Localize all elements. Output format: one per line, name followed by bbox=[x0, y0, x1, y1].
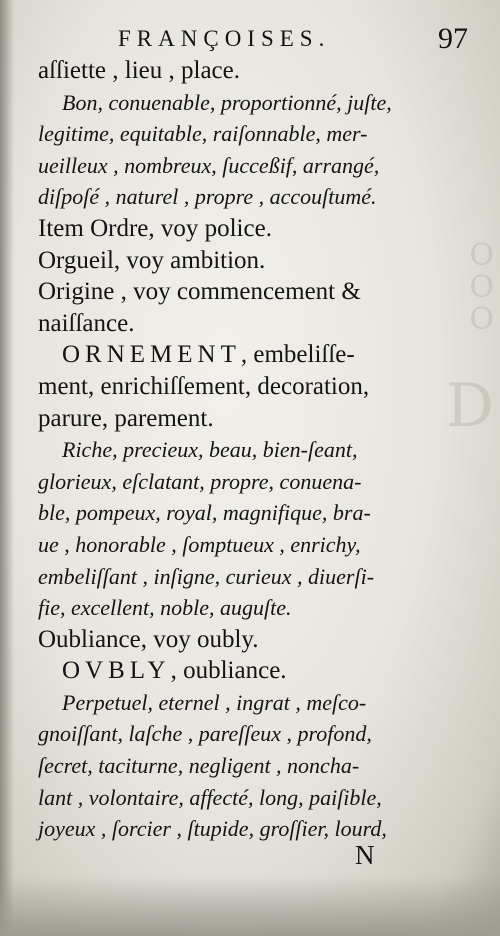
text-line bbox=[38, 782, 468, 814]
text-line bbox=[38, 466, 468, 498]
line-text: diſpoſé , naturel , propre , accouſtumé. bbox=[38, 184, 377, 210]
line-text: Item Ordre, voy police. bbox=[38, 214, 272, 242]
text-line bbox=[38, 55, 468, 87]
line-text: Origine , voy commencement & bbox=[38, 278, 361, 306]
line-text: gnoiſſant, laſche , pareſſeux , profond, bbox=[38, 721, 372, 747]
gutter-shadow bbox=[0, 0, 14, 936]
running-title: FRANÇOISES. bbox=[118, 26, 331, 51]
line-text: legitime, equitable, raiſonnable, mer- bbox=[38, 121, 368, 147]
text-line bbox=[38, 213, 468, 245]
text-line bbox=[38, 497, 468, 529]
text-line bbox=[38, 687, 468, 719]
line-text: ment, enrichiſſement, decoration, bbox=[38, 372, 370, 400]
line-text: fie, excellent, noble, auguſte. bbox=[38, 595, 292, 621]
text-line bbox=[38, 87, 468, 119]
line-text: Bon, conuenable, proportionné, juſte, bbox=[62, 89, 392, 115]
text-line bbox=[38, 403, 468, 435]
line-text: joyeux , ſorcier , ſtupide, groſſier, lourd, bbox=[38, 816, 387, 842]
text-line bbox=[38, 624, 468, 656]
text-line bbox=[38, 434, 468, 466]
line-text: lant , volontaire, affecté, long, paiſible, bbox=[38, 784, 382, 810]
text-line bbox=[38, 813, 468, 845]
text-line bbox=[38, 371, 468, 403]
line-text: ueilleux , nombreux, ſucceßif, arrangé, bbox=[38, 152, 380, 178]
line-text: , embeliſſe- bbox=[240, 341, 355, 369]
line-text: ſecret, taciturne, negligent , noncha- bbox=[38, 753, 360, 779]
text-line bbox=[38, 245, 468, 277]
text-line bbox=[38, 750, 468, 782]
text-line bbox=[38, 181, 468, 213]
line-text: ble, pompeux, royal, magnifique, bra- bbox=[38, 500, 371, 526]
show-through-text: O O O D bbox=[445, 238, 494, 441]
line-text: parure, parement. bbox=[38, 404, 214, 432]
text-line bbox=[38, 276, 468, 308]
line-text: Riche, precieux, beau, bien-ſeant, bbox=[62, 437, 358, 463]
text-line bbox=[38, 118, 468, 150]
page-number: 97 bbox=[438, 22, 468, 55]
line-text: Oubliance, voy oubly. bbox=[38, 625, 259, 653]
text-line bbox=[38, 339, 468, 371]
line-text: , oubliance. bbox=[170, 657, 287, 685]
catchword: N bbox=[355, 840, 375, 870]
text-line bbox=[38, 592, 468, 624]
line-text: aſſiette , lieu , place. bbox=[38, 57, 240, 84]
text-line bbox=[38, 561, 468, 593]
line-text: ue , honorable , ſomptueux , enrichy, bbox=[38, 531, 361, 557]
line-text: naiſſance. bbox=[38, 309, 135, 337]
text-block bbox=[38, 55, 468, 845]
text-line bbox=[38, 655, 468, 687]
entry-headword: OVBLY bbox=[62, 657, 171, 685]
text-line bbox=[38, 718, 468, 750]
line-text: Perpetuel, eternel , ingrat , meſco- bbox=[62, 689, 367, 715]
line-text: Orgueil, voy ambition. bbox=[38, 246, 266, 274]
text-line bbox=[38, 150, 468, 182]
line-text: glorieux, eſclatant, propre, conuena- bbox=[38, 468, 362, 494]
entry-headword: ORNEMENT bbox=[62, 341, 241, 369]
line-text: embeliſſant , inſigne, curieux , diuerſi- bbox=[38, 563, 375, 589]
bottom-shadow bbox=[0, 876, 500, 936]
text-line bbox=[38, 529, 468, 561]
text-line bbox=[38, 308, 468, 340]
